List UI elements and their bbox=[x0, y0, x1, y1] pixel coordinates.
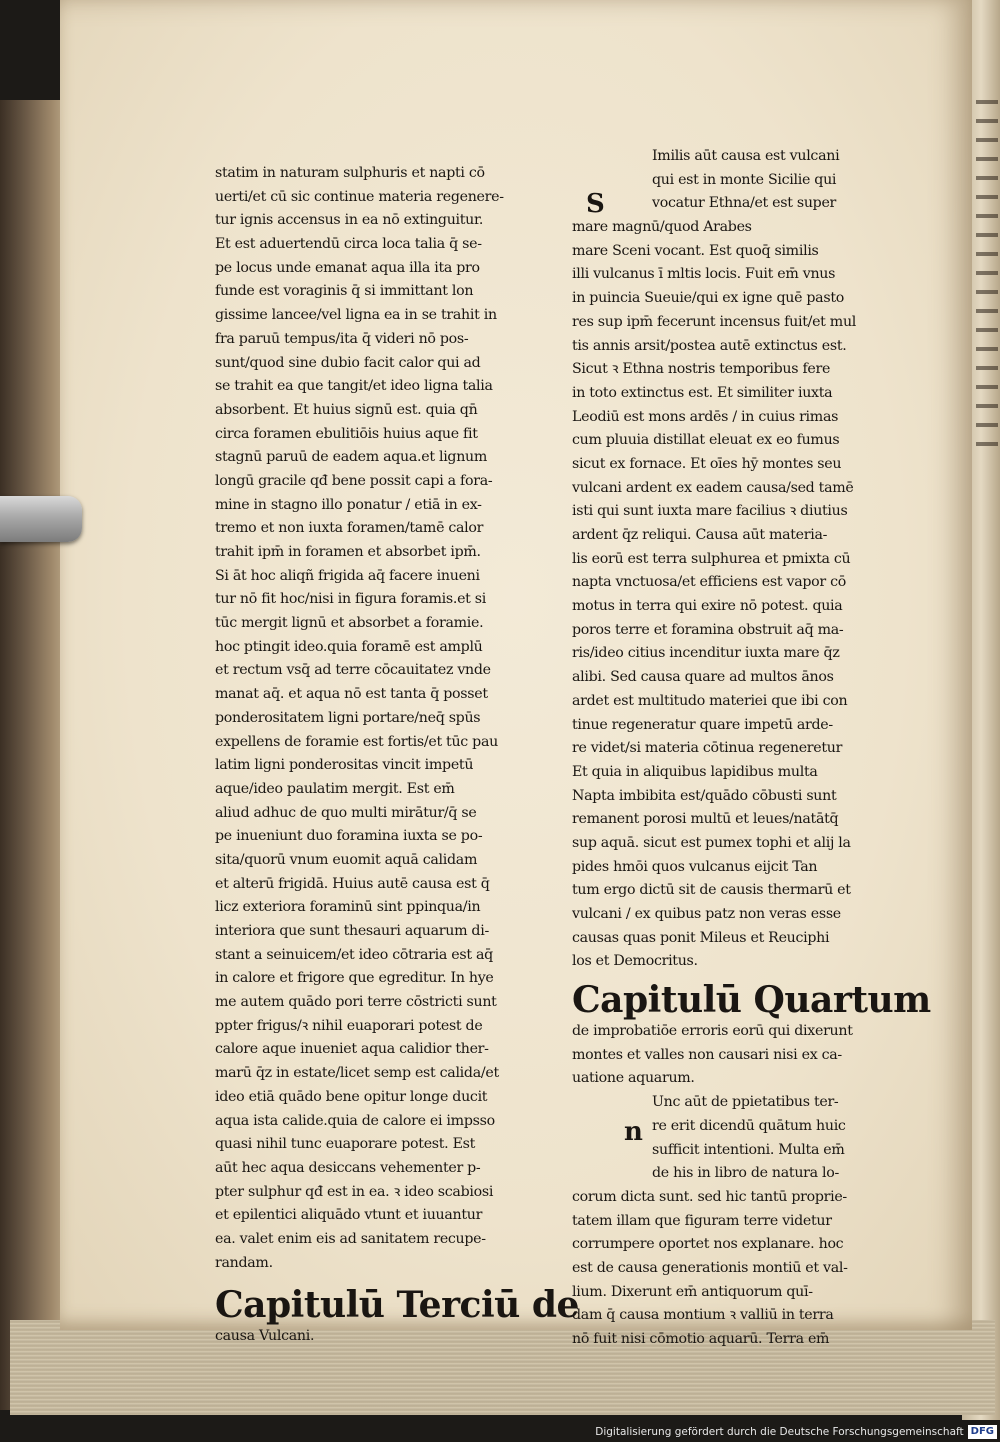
text-line: in calore et frigore que egreditur. In hye bbox=[215, 970, 494, 987]
text-line: Et quia in aliquibus lapidibus multa bbox=[572, 763, 818, 780]
text-line: uerti/et cū sic continue materia regenere- bbox=[215, 188, 504, 205]
text-line: trahit ipm̄ in foramen et absorbet ipm̄. bbox=[215, 544, 481, 560]
text-line: vulcani ardent ex eadem causa/sed tamē bbox=[572, 479, 854, 496]
text-line: tur ignis accensus in ea nō extinguitur. bbox=[215, 212, 484, 229]
text-line: se trahit ea que tangit/et ideo ligna talia bbox=[215, 378, 493, 395]
text-line: Si āt hoc aliqñ frigida aq̄ facere inueni bbox=[215, 567, 480, 584]
text-line: pter sulphur qđ est in ea. ꝛ ideo scabiosi bbox=[215, 1183, 494, 1200]
text-line: causas quas ponit Mileus et Reuciphi bbox=[572, 929, 830, 946]
right-text-column bbox=[572, 145, 931, 1352]
text-line: ppter frigus/ꝛ nihil euaporari potest de bbox=[215, 1017, 483, 1034]
text-line: tum ergo dictū sit de causis thermarū et bbox=[572, 882, 851, 899]
page-clamp bbox=[0, 496, 82, 542]
text-line: Unc aūt de ppietatibus ter- bbox=[652, 1094, 839, 1111]
text-line: re erit dicendū quātum huic bbox=[652, 1117, 846, 1134]
text-line: latim ligni ponderositas vincit impetū bbox=[215, 757, 474, 774]
text-line: illi vulcanus ī mltis locis. Fuit em̄ vnus bbox=[572, 266, 836, 283]
text-line: sup aquā. sicut est pumex tophi et alij la bbox=[572, 834, 851, 851]
text-line: res sup ipm̄ fecerunt incensus fuit/et mul bbox=[572, 313, 857, 330]
text-line: ris/ideo citius incenditur iuxta mare q̄z bbox=[572, 645, 840, 662]
paragraph-s-indented-lines bbox=[572, 145, 890, 219]
text-line: fra paruū tempus/ita q̄ videri nō pos- bbox=[215, 330, 469, 347]
text-line: licz exteriora foraminū sint ppinqua/in bbox=[215, 899, 481, 916]
text-line: mine in stagno illo ponatur / etiā in ex- bbox=[215, 496, 482, 513]
text-line: interiora que sunt thesauri aquarum di- bbox=[215, 923, 489, 939]
text-line: corum dicta sunt. sed hic tantū proprie- bbox=[572, 1188, 847, 1205]
text-line: statim in naturam sulphuris et napti cō bbox=[215, 165, 485, 181]
text-line: vocatur Ethna/et est super bbox=[652, 195, 837, 212]
text-line: in toto extinctus est. Et similiter iuxta bbox=[572, 384, 833, 401]
text-line: tinue regeneratur quare impetū arde- bbox=[572, 716, 833, 733]
text-line: pe locus unde emanat aqua illa ita pro bbox=[215, 259, 480, 276]
text-line: ea. valet enim eis ad sanitatem recupe- bbox=[215, 1230, 486, 1247]
text-line: mare Sceni vocant. Est quoq̄ similis bbox=[572, 242, 819, 259]
text-line: poros terre et foramina obstruit aq̄ ma- bbox=[572, 621, 844, 638]
credit-text: Digitalisierung gefördert durch die Deutsche Forschungsgemeinschaft bbox=[595, 1426, 964, 1438]
text-line: tis annis arsit/postea autē extinctus est. bbox=[572, 337, 847, 354]
initial-letter-s: S bbox=[586, 189, 605, 219]
text-line: lis eorū est terra sulphurea et pmixta cū bbox=[572, 550, 851, 567]
text-line: cum pluuia distillat eleuat ex eo fumus bbox=[572, 432, 840, 449]
text-line: est de causa generationis montiū et val- bbox=[572, 1259, 848, 1276]
paragraph-n-indented-lines bbox=[572, 1091, 890, 1186]
text-line: in puincia Sueuie/qui ex igne quē pasto bbox=[572, 290, 844, 307]
text-line: remanent porosi multū et leues/natātq̄ bbox=[572, 811, 839, 828]
text-line: quasi nihil tunc euaporare potest. Est bbox=[215, 1136, 476, 1153]
text-line: aque/ideo paulatim mergit. Est em̄ bbox=[215, 780, 455, 797]
text-line: re videt/si materia cōtinua regeneretur bbox=[572, 740, 843, 757]
text-line: aliud adhuc de quo multi mirātur/q̄ se bbox=[215, 804, 477, 821]
paragraph-s-lines bbox=[572, 216, 890, 974]
text-line: Napta imbibita est/quādo cōbusti sunt bbox=[572, 787, 837, 804]
text-line: marū q̄z in estate/licet semp est calida/et bbox=[215, 1065, 499, 1082]
text-line: randam. bbox=[215, 1254, 273, 1271]
text-line: stant a seinuicem/et ideo cōtraria est aq̄ bbox=[215, 946, 493, 963]
text-line: ardet est multitudo materiei que ibi con bbox=[572, 692, 848, 709]
text-line: et alterū frigidā. Huius autē causa est q̄ bbox=[215, 875, 490, 892]
text-line: ponderositatem ligni portare/neq̄ spūs bbox=[215, 709, 481, 726]
chapter-heading-quartum: Capitulū Quartum bbox=[572, 979, 931, 1022]
text-line: expellens de foramie est fortis/et tūc pau bbox=[215, 733, 498, 750]
text-line: tur nō fit hoc/nisi in figura foramis.et si bbox=[215, 591, 487, 608]
text-line: sita/quorū vnum euomit aquā calidam bbox=[215, 851, 478, 868]
text-line: dam q̄ causa montium ꝛ valliū in terra bbox=[572, 1307, 834, 1324]
text-line: hoc ptingit ideo.quia foramē est amplū bbox=[215, 638, 483, 655]
paragraph-n-lines bbox=[572, 1186, 890, 1352]
text-line: circa foramen ebulitiōis huius aque fit bbox=[215, 425, 478, 442]
text-line: tatem illam que figuram terre videtur bbox=[572, 1212, 832, 1229]
text-line: montes et valles non causari nisi ex ca- bbox=[572, 1046, 842, 1063]
left-text-column bbox=[215, 162, 579, 1349]
chapter-heading-subtitle: causa Vulcani. bbox=[215, 1328, 315, 1345]
text-line: aūt hec aqua desiccans vehementer p- bbox=[215, 1159, 481, 1176]
text-line: corrumpere oportet nos explanare. hoc bbox=[572, 1236, 844, 1253]
text-line: pides hmōi quos vulcanus eijcit Tan bbox=[572, 858, 818, 875]
left-column-body bbox=[215, 162, 545, 1275]
paragraph-n-block bbox=[572, 1091, 890, 1186]
text-line: et epilentici aliquādo vtunt et iuuantur bbox=[215, 1207, 483, 1224]
text-line: motus in terra qui exire nō potest. quia bbox=[572, 598, 843, 615]
text-line: Et est aduertendū circa loca talia q̄ se- bbox=[215, 236, 482, 253]
text-line: sunt/quod sine dubio facit calor qui ad bbox=[215, 354, 481, 371]
text-line: calore aque inueniet aqua calidior ther- bbox=[215, 1041, 489, 1058]
text-line: stagnū paruū de eadem aqua.et lignum bbox=[215, 449, 488, 466]
text-line: uatione aquarum. bbox=[572, 1070, 695, 1087]
dfg-logo: DFG bbox=[968, 1425, 997, 1439]
text-line: Leodiū est mons ardēs / in cuius rimas bbox=[572, 408, 839, 425]
text-line: los et Democritus. bbox=[572, 953, 698, 970]
text-line: qui est in monte Sicilie qui bbox=[652, 171, 837, 188]
text-line: me autem quādo pori terre cōstricti sunt bbox=[215, 994, 497, 1011]
initial-letter-n: n bbox=[624, 1117, 643, 1148]
text-line: Imilis aūt causa est vulcani bbox=[652, 148, 840, 164]
text-line: tremo et non iuxta foramen/tamē calor bbox=[215, 520, 484, 537]
text-line: mare magnū/quod Arabes bbox=[572, 219, 752, 236]
text-line: tūc mergit lignū et absorbet a foramie. bbox=[215, 615, 484, 632]
chapter-quartum-subtitle bbox=[572, 1020, 890, 1091]
text-line: de improbatiōe erroris eorū qui dixerunt bbox=[572, 1023, 853, 1040]
text-line: nō fuit nisi cōmotio aquarū. Terra em̄ bbox=[572, 1331, 830, 1347]
text-line: et rectum vsq̄ ad terre cōcauitatez vnde bbox=[215, 662, 491, 679]
text-line: Sicut ꝛ Ethna nostris temporibus fere bbox=[572, 361, 831, 378]
paragraph-s-block bbox=[572, 145, 890, 219]
text-line: sicut ex fornace. Et oīes hȳ montes seu bbox=[572, 455, 842, 472]
text-line: ideo etiā quādo bene opitur longe ducit bbox=[215, 1088, 488, 1105]
text-line: ardent q̄z reliqui. Causa aūt materia- bbox=[572, 527, 828, 543]
text-line: absorbent. Et huius signū est. quia qn̄ bbox=[215, 401, 478, 418]
chapter-heading-tertium: Capitulū Terciū de bbox=[215, 1284, 579, 1327]
adjacent-page-text-fragment bbox=[976, 100, 998, 460]
text-line: napta vnctuosa/et efficiens est vapor cō bbox=[572, 574, 846, 591]
text-line: alibi. Sed causa quare ad multos ānos bbox=[572, 669, 834, 686]
text-line: gissime lancee/vel ligna ea in se trahit in bbox=[215, 307, 497, 324]
text-line: isti qui sunt iuxta mare facilius ꝛ diutius bbox=[572, 503, 848, 520]
text-line: vulcani / ex quibus patz non veras esse bbox=[572, 906, 841, 922]
text-line: pe inueniunt duo foramina iuxta se po- bbox=[215, 828, 483, 845]
text-line: de his in libro de natura lo- bbox=[652, 1165, 839, 1182]
text-line: manat aq̄. et aqua nō est tanta q̄ posset bbox=[215, 686, 488, 703]
text-line: funde est voraginis q̄ si immittant lon bbox=[215, 283, 474, 300]
text-line: longū gracile qđ bene possit capi a fora- bbox=[215, 472, 493, 489]
text-line: aqua ista calide.quia de calore ei impsso bbox=[215, 1112, 495, 1129]
text-line: lium. Dixerunt em̄ antiquorum quī- bbox=[572, 1283, 813, 1300]
text-line: sufficit intentioni. Multa em̄ bbox=[652, 1141, 845, 1158]
digitization-credit bbox=[595, 1423, 997, 1441]
